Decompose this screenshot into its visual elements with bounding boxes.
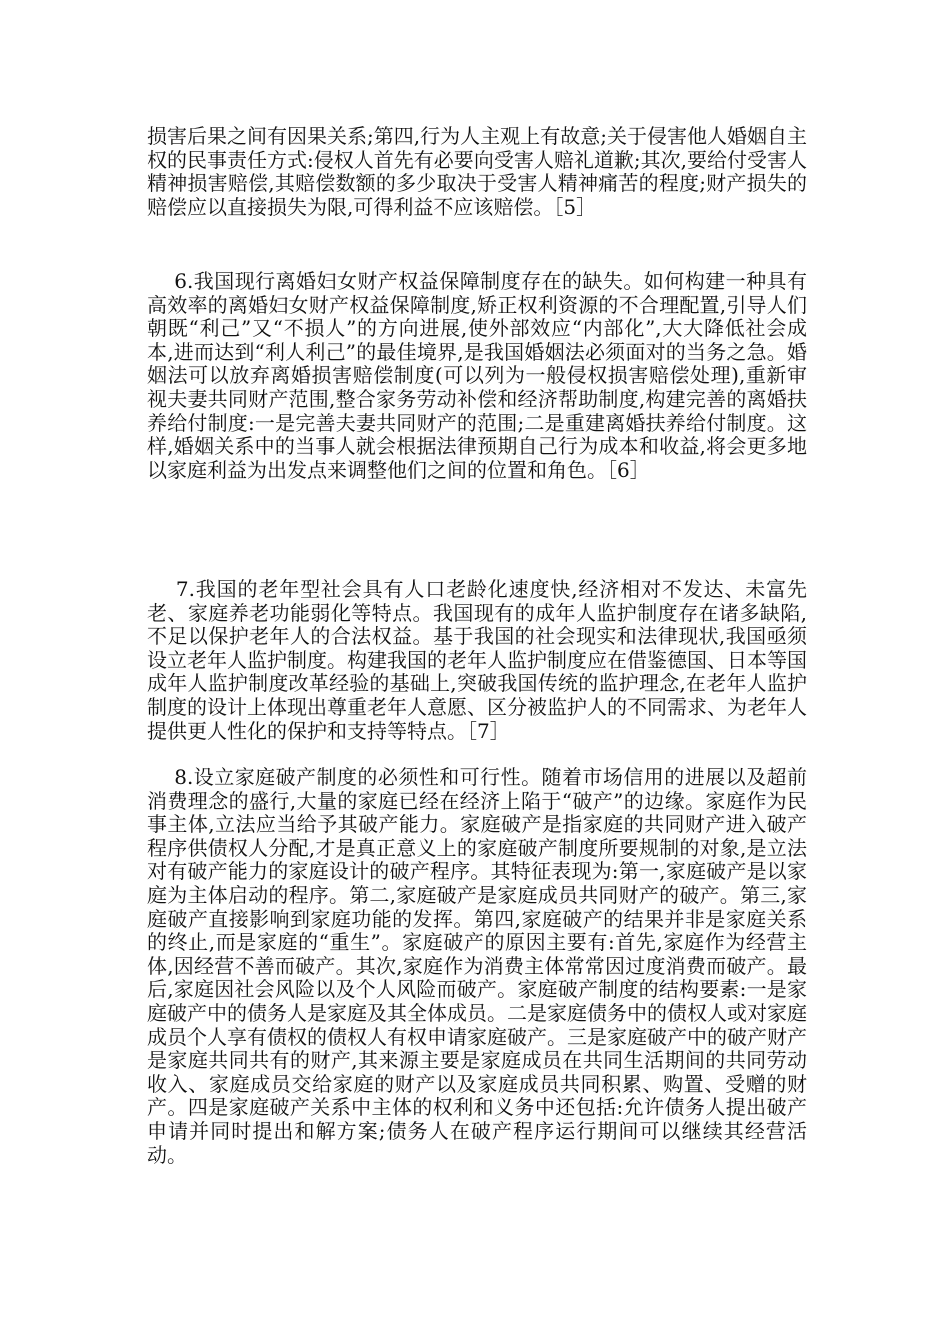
paragraph-divorce-property-rights: 6.我国现行离婚妇女财产权益保障制度存在的缺失。如何构建一种具有高效率的离婚妇女财产权益保障制度,矫正权利资源的不合理配置,引导人们朝既“利己”又“不损人”的方向进展,使外部效应“内部化”,大大降低社会成本,进而达到“利人利己”的最佳境界,是我国婚姻法必须面对的当务之急。婚姻法可以放弃离婚损害赔偿制度(可以列为一般侵权损害赔偿处理),重新审视夫妻共同财产范围,整合家务劳动补偿和经济帮助制度,构建完善的离婚扶养给付制度:一是完善夫妻共同财产的范围;二是重建离婚扶养给付制度。这样,婚姻关系中的当事人就会根据法律预期自己行为成本和收益,将会更多地以家庭利益为出发点来调整他们之间的位置和角色。［6］	[147, 269, 807, 482]
paragraph-tort-liability: 损害后果之间有因果关系;第四,行为人主观上有故意;关于侵害他人婚姻自主权的民事责任方式:侵权人首先有必要向受害人赔礼道歉;其次,要给付受害人精神损害赔偿,其赔偿数额的多少取决于受害人精神痛苦的程度;财产损失的赔偿应以直接损失为限,可得利益不应该赔偿。［5］	[147, 124, 807, 219]
paragraph-family-bankruptcy: 8.设立家庭破产制度的必须性和可行性。随着市场信用的进展以及超前消费理念的盛行,大量的家庭已经在经济上陷于“破产”的边缘。家庭作为民事主体,立法应当给予其破产能力。家庭破产是指家庭的共同财产进入破产程序供债权人分配,才是真正意义上的家庭破产制度所要规制的对象,是立法对有破产能力的家庭设计的破产程序。其特征表现为:第一,家庭破产是以家庭为主体启动的程序。第二,家庭破产是家庭成员共同财产的破产。第三,家庭破产直接影响到家庭功能的发挥。第四,家庭破产的结果并非是家庭关系的终止,而是家庭的“重生”。家庭破产的原因主要有:首先,家庭作为经营主体,因经营不善而破产。其次,家庭作为消费主体常常因过度消费而破产。最后,家庭因社会风险以及个人风险而破产。家庭破产制度的结构要素:一是家庭破产中的债务人是家庭及其全体成员。二是家庭债务中的债权人或对家庭成员个人享有债权的债权人有权申请家庭破产。三是家庭破产中的破产财产是家庭共同共有的财产,其来源主要是家庭成员在共同生活期间的共同劳动收入、家庭成员交给家庭的财产以及家庭成员共同积累、购置、受赠的财产。四是家庭破产关系中主体的权利和义务中还包括:允许债务人提出破产申请并同时提出和解方案;债务人在破产程序运行期间可以继续其经营活动。	[147, 765, 807, 1167]
paragraph-elderly-guardianship: 7.我国的老年型社会具有人口老龄化速度快,经济相对不发达、未富先老、家庭养老功能弱化等特点。我国现有的成年人监护制度存在诸多缺陷,不足以保护老年人的合法权益。基于我国的社会现实和法律现状,我国亟须设立老年人监护制度。构建我国的老年人监护制度应在借鉴德国、日本等国成年人监护制度改革经验的基础上,突破我国传统的监护理念,在老年人监护制度的设计上体现出尊重老年人意愿、区分被监护人的不同需求、为老年人提供更人性化的保护和支持等特点。［7］	[147, 577, 807, 743]
